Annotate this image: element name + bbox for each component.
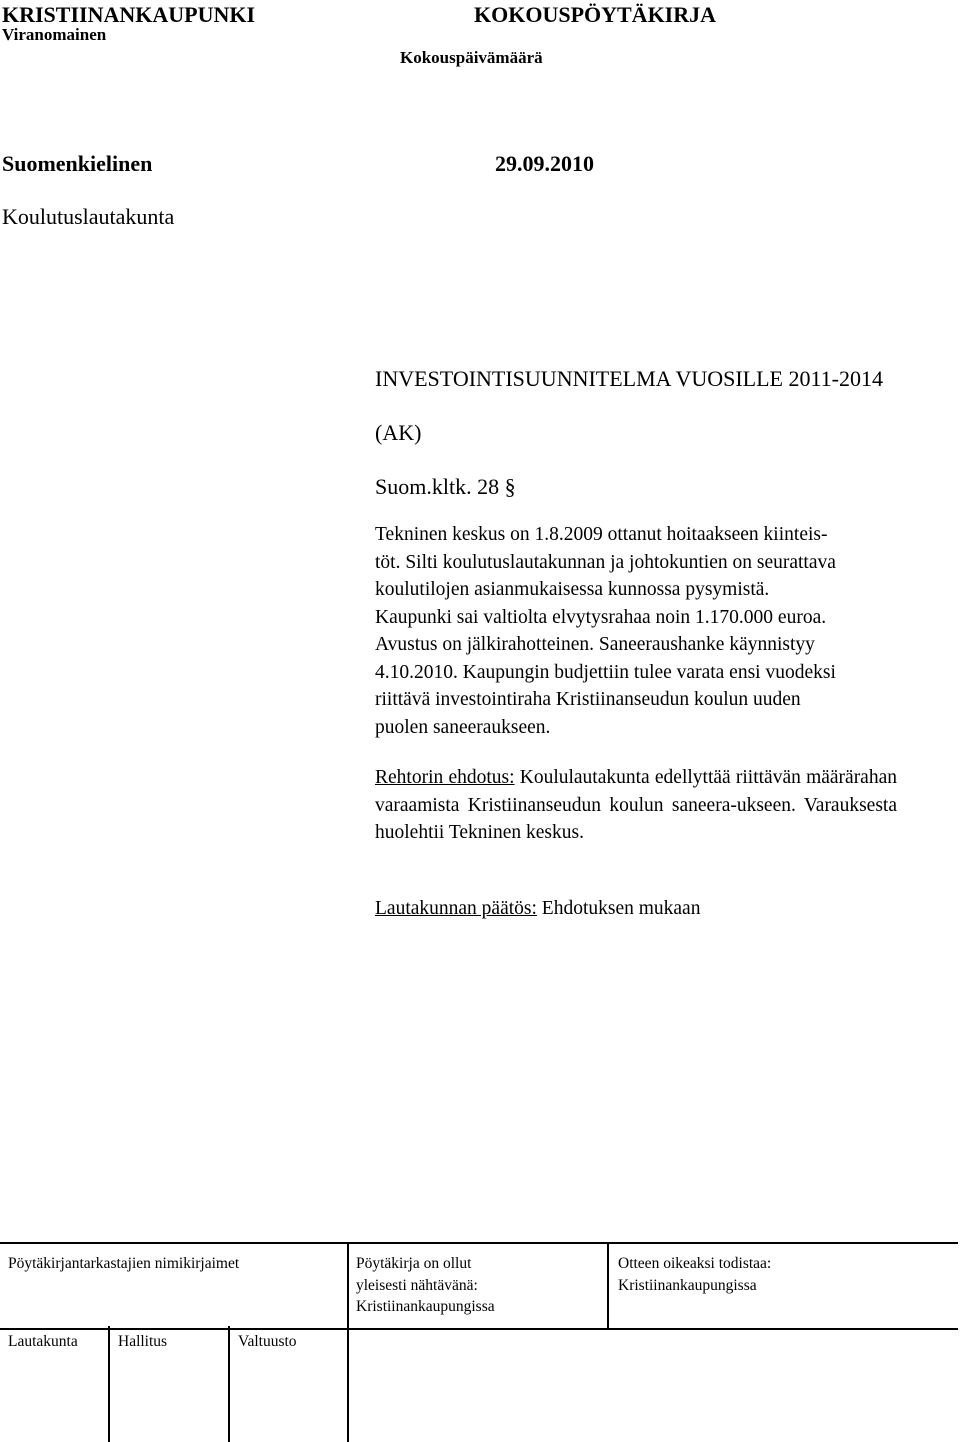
public-notice-line: yleisesti nähtävänä: bbox=[356, 1276, 478, 1294]
government-column-label: Hallitus bbox=[118, 1333, 168, 1350]
footer-divider bbox=[347, 1244, 349, 1328]
paragraph-line: Avustus on jälkirahotteinen. Saneeraushanke käynnistyy bbox=[375, 634, 815, 655]
authority-label: Viranomainen bbox=[2, 25, 107, 44]
item-title: INVESTOINTISUUNNITELMA VUOSILLE 2011-2014 bbox=[375, 366, 883, 391]
footer-bodies-row bbox=[0, 1326, 358, 1442]
certified-copy-block bbox=[618, 1253, 771, 1296]
public-notice-line: Kristiinankaupungissa bbox=[356, 1298, 495, 1315]
paragraph-line: Kaupunki sai valtiolta elvytysrahaa noin 1.170.000 euroa. bbox=[375, 606, 827, 628]
footer-divider bbox=[607, 1244, 609, 1328]
footer-signature-box bbox=[0, 1242, 958, 1330]
footer-divider bbox=[347, 1326, 349, 1442]
meeting-date-label: Kokouspäivämäärä bbox=[400, 48, 543, 67]
certified-copy-line: Kristiinankaupungissa bbox=[618, 1276, 757, 1294]
decision-paragraph bbox=[375, 895, 897, 923]
board-name: Koulutuslautakunta bbox=[2, 204, 175, 229]
item-subtitle: (AK) bbox=[375, 420, 422, 445]
proposal-text: Koululautakunta edellyttää riittävän määrärahan varaamista Kristiinanseudun koulun saneera-ukseen. Varauksesta huolehtii Tekninen keskus. bbox=[375, 767, 897, 843]
meeting-date: 29.09.2010 bbox=[495, 151, 594, 176]
paragraph-line: Tekninen keskus on 1.8.2009 ottanut hoitaakseen kiinteis- bbox=[375, 524, 828, 545]
board-column-label: Lautakunta bbox=[8, 1333, 78, 1350]
council-column-label: Valtuusto bbox=[238, 1333, 297, 1350]
footer-divider bbox=[228, 1326, 230, 1442]
signers-initials-label: Pöytäkirjantarkastajien nimikirjaimet bbox=[8, 1255, 240, 1272]
paragraph-line: 4.10.2010. Kaupungin budjettiin tulee varata ensi vuodeksi bbox=[375, 661, 836, 683]
paragraph-line: koulutilojen asianmukaisessa kunnossa pysymistä. bbox=[375, 579, 770, 600]
background-paragraph bbox=[375, 521, 897, 741]
proposal-paragraph bbox=[375, 764, 897, 847]
decision-text: Ehdotuksen mukaan bbox=[536, 898, 701, 919]
document-type: KOKOUSPÖYTÄKIRJA bbox=[474, 2, 717, 27]
decision-label: Lautakunnan päätös: bbox=[375, 898, 537, 919]
certified-copy-line: Otteen oikeaksi todistaa: bbox=[618, 1255, 772, 1272]
paragraph-line: töt. Silti koulutuslautakunnan ja johtokuntien on seurattava bbox=[375, 551, 836, 573]
footer-divider bbox=[108, 1326, 110, 1442]
public-notice-line: Pöytäkirja on ollut bbox=[356, 1255, 472, 1272]
authority-name: Suomenkielinen bbox=[2, 151, 153, 176]
paragraph-line: puolen saneeraukseen. bbox=[375, 716, 551, 738]
proposal-label: Rehtorin ehdotus: bbox=[375, 767, 515, 788]
item-reference: Suom.kltk. 28 § bbox=[375, 474, 516, 499]
city-name: KRISTIINANKAUPUNKI bbox=[2, 2, 256, 27]
paragraph-line: riittävä investointiraha Kristiinanseudun koulun uuden bbox=[375, 689, 801, 710]
public-notice-block bbox=[356, 1253, 495, 1318]
